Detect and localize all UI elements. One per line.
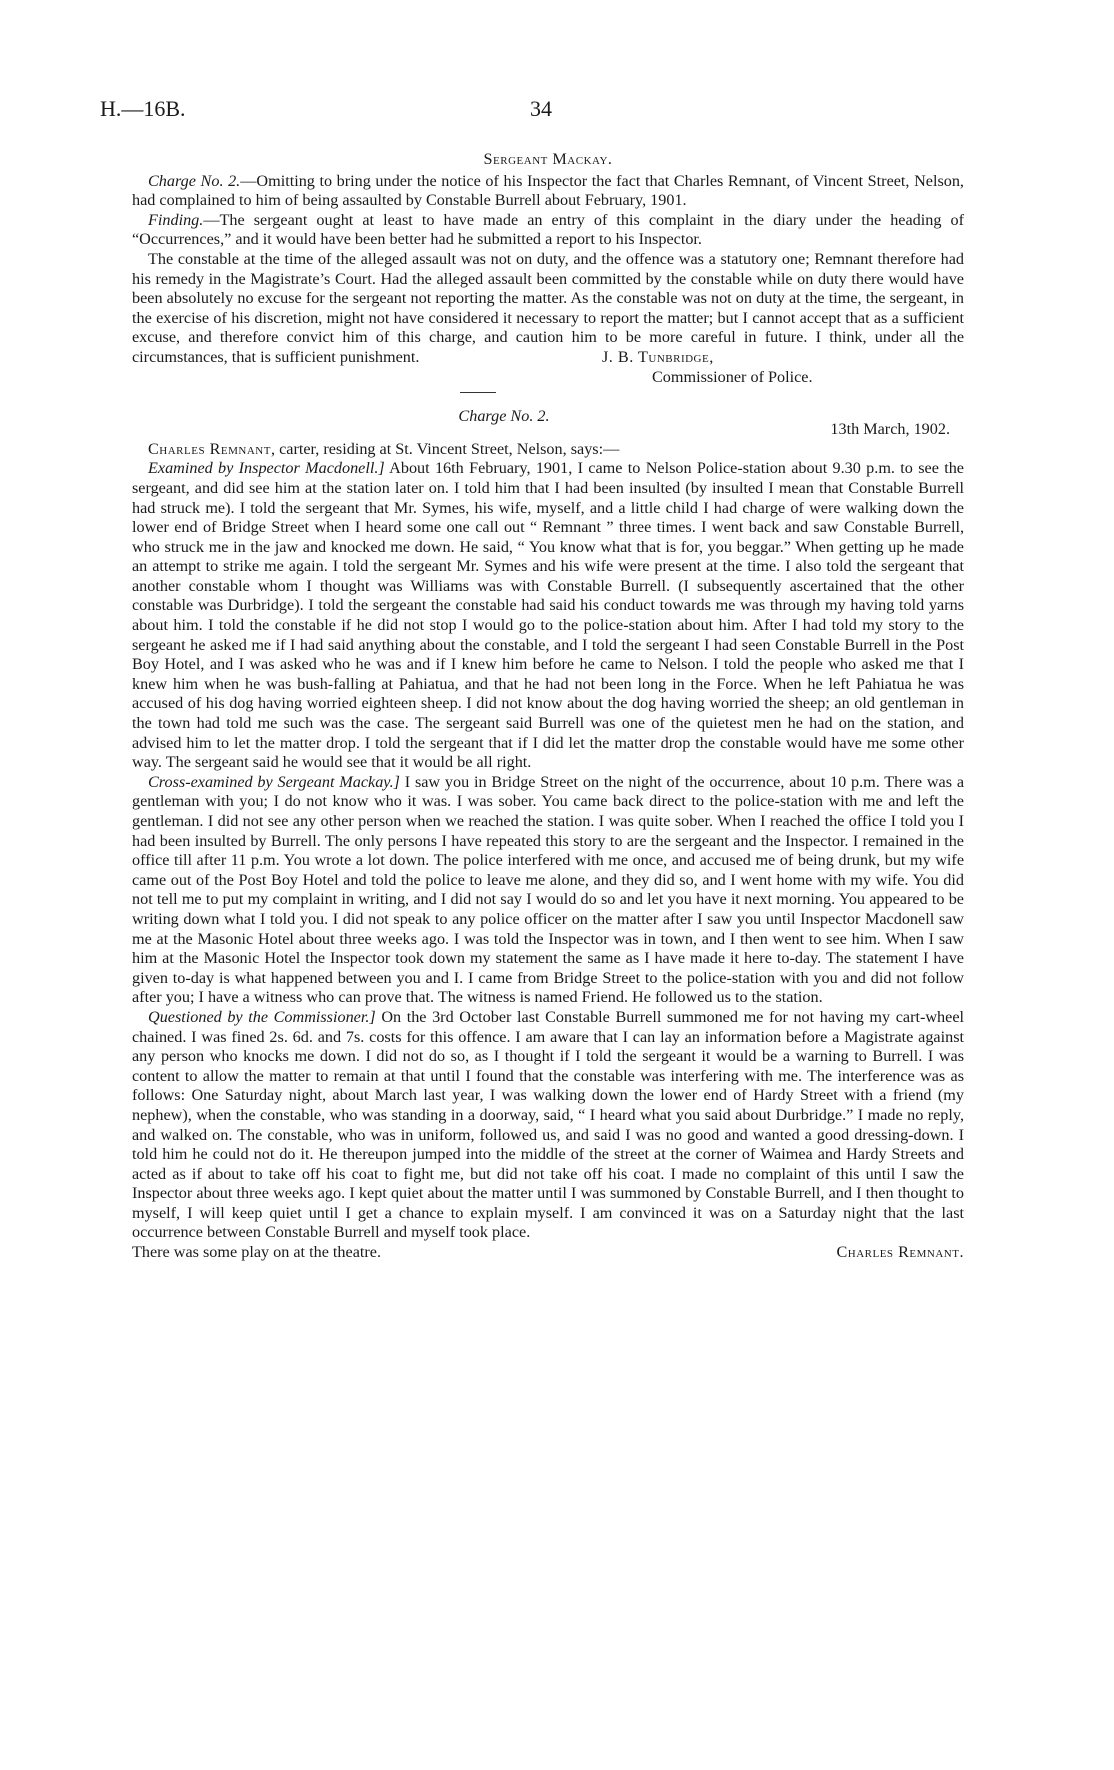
questioned-paragraph <box>132 1008 964 1243</box>
witness-intro-text: , carter, residing at St. Vincent Street, Nelson, says:— <box>270 439 620 458</box>
witness-intro <box>132 440 964 460</box>
running-head <box>100 96 980 126</box>
section-title: Sergeant Mackay. <box>483 150 613 168</box>
examined-label: Examined by Inspector Macdonell.] <box>148 459 385 478</box>
questioned-label: Questioned by the Commissioner.] <box>148 1007 376 1026</box>
charge-text: —Omitting to bring under the notice of his Inspector the fact that Charles Remnant, of Vincent Street, Nelson, had complained to him of being assaulted by Constable Burrell about February, 1901. <box>132 171 964 210</box>
witness-name: Charles Remnant <box>148 439 271 458</box>
finding-paragraph <box>132 211 964 250</box>
evidence-date: 13th March, 1902. <box>830 420 950 439</box>
examined-text: About 16th February, 1901, I came to Nelson Police-station about 9.30 p.m. to see the sergeant, and did see him at the station later on. I told him that I had been insulted (by insulted I mean that Constable Burrell had struck me). I told the sergeant that Mr. Symes, his wife, myself, and a little child I had charge of were walking down the lower end of Bridge Street when I heard some one call out “ Remnant ” three times. I went back and saw Constable Burrell, who struck me in the jaw and knocked me down. He said, “ You know what that is for, you beggar.” When getting up he made an attempt to strike me again. I told the sergeant Mr. Symes and his wife were present at the time. I also told the sergeant that another constable whom I thought was Williams was with Constable Burrell. (I subsequently ascertained that the other constable was Durbridge). I told the sergeant the constable had said his conduct towards me was through my having told yarns about him. I told the constable if he did not stop I would go to the police-station about him. After I had told my story to the sergeant he asked me if I had said anything about the constable, and I told the sergeant I had seen Constable Burrell in the Post Boy Hotel, and I was asked who he was and if I knew him before he came to Nelson. I told the people who asked me that I knew him when he was bush-falling at Pahiatua, and that he had not been long in the Force. When he left Pahiatua he was accused of his dog having worried eighteen sheep. I did not know about the dog having worried the sheep; an old gentleman in the town had told me such was the case. The sergeant said Burrell was one of the quietest men he had on the station, and advised him to let the matter drop. I told the sergeant that if I did let the matter drop the constable would have me some other way. The sergeant said he would see that it would be all right. <box>132 459 964 772</box>
signature-block <box>132 348 964 388</box>
finding-label: Finding. <box>148 210 204 229</box>
finding-text: —The sergeant ought at least to have made an entry of this complaint in the diary under the heading of “Occurrences,” and it would have been better had he submitted a report to his Inspector. <box>132 210 964 249</box>
signature-name: J. B. Tunbridge, <box>602 347 714 366</box>
cross-examined-paragraph <box>132 773 964 1008</box>
page-body <box>132 150 964 1263</box>
witness-signoff: Charles Remnant. <box>836 1243 964 1262</box>
examined-paragraph <box>132 459 964 773</box>
evidence-heading: Charge No. 2. <box>458 406 550 425</box>
cross-examined-text: I saw you in Bridge Street on the night of the occurrence, about 10 p.m. There was a gentleman with you; I do not know who it was. I was sober. You came back direct to the police-station with me and left the gentleman. I did not see any other person when we reached the station. I was quite sober. When I reached the office I told you I had been insulted by Burrell. The only persons I have repeated this story to are the sergeant and the Inspector. I remained in the office till after 11 p.m. You wrote a lot down. The police interfered with me once, and accused me of being drunk, but my wife came out of the Post Boy Hotel and told the police to leave me alone, and they did so, and I went home with my wife. You did not tell me to put my complaint in writing, and I did not say I would do so and let you have it next morning. You appeared to be writing down what I told you. I did not speak to any police officer on the matter after I saw you until Inspector Macdonell saw me at the Masonic Hotel about three weeks ago. I was told the Inspector was in town, and I then went to see him. When I saw him at the Masonic Hotel the Inspector took down my statement the same as I have made it here to-day. The statement I have given to-day is what happened between you and I. I came from Bridge Street to the police-station with you and did not follow after you; I have a witness who can prove that. The witness is named Friend. He followed us to the station. <box>132 772 965 1007</box>
charge-paragraph <box>132 172 964 211</box>
page-number: 34 <box>530 96 552 121</box>
questioned-text: On the 3rd October last Constable Burrell summoned me for not having my cart-wheel chained. I was fined 2s. 6d. and 7s. costs for this offence. I am aware that I can lay an information before a Magistrate against any person who knocks me down. I did not do so, as I thought if I told the sergeant it would be a warning to Burrell. I was content to allow the matter to remain at that until I found that the constable was interfering with me. The interference was as follows: One Saturday night, about March last year, I was walking down the lower end of Hardy Street with a friend (my nephew), when the constable, who was standing in a doorway, said, “ I heard what you said about Durbridge.” I made no reply, and walked on. The constable, who was in uniform, followed us, and said I was no good and wanted a good dressing-down. I told him he could not do it. He thereupon jumped into the middle of the street at the corner of Waimea and Hardy Streets and acted as if about to take off his coat to fight me, but did not take off his coat. I made no complaint of this until I saw the Inspector about three weeks ago. I kept quiet about the matter until I was summoned by Constable Burrell, and I then thought to myself, I will keep quiet until I get a chance to explain myself. I am convinced it was on a Saturday night that the last occurrence between Constable Burrell and myself took place. <box>132 1007 964 1242</box>
final-sentence: There was some play on at the theatre. <box>132 1243 382 1262</box>
document-reference: H.—16B. <box>100 96 186 121</box>
signature-title: Commissioner of Police. <box>652 367 813 386</box>
constable-paragraph: The constable at the time of the alleged assault was not on duty, and the offence was a statutory one; Remnant therefore had his remedy in the Magistrate’s Court. Had the alleged assault been committed by the constable while on duty there would have been absolutely no excuse for the sergeant not reporting the matter. As the constable was not on duty at the time, the sergeant, in the exercise of his discretion, might not have considered it necessary to report the matter; but I cannot accept that as a sufficient excuse, and therefore convict him of this charge, and caution him to be more careful in future. I think, under all the circumstances, that is sufficient punishment. <box>132 249 964 366</box>
closing-line <box>132 1243 964 1263</box>
cross-examined-label: Cross-examined by Sergeant Mackay.] <box>148 772 400 791</box>
charge-label: Charge No. 2. <box>148 171 241 190</box>
section-divider <box>460 392 496 393</box>
